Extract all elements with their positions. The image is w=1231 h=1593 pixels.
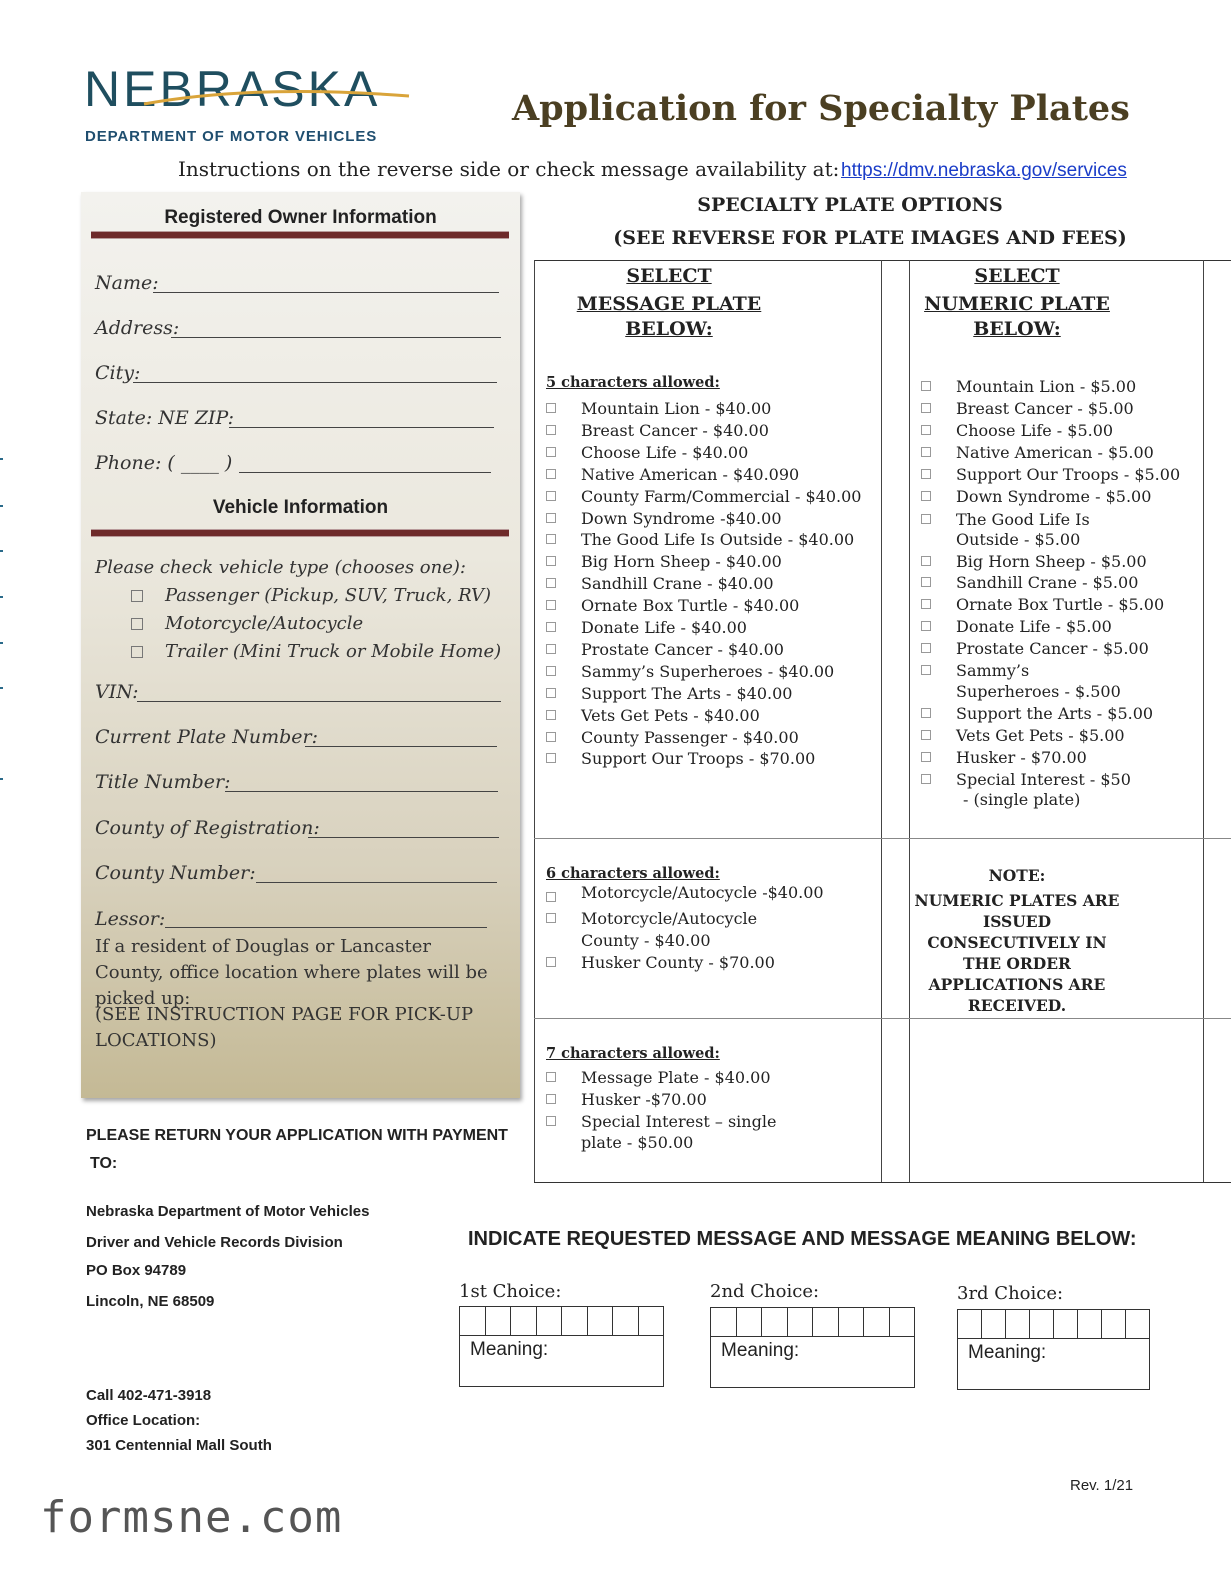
option-label: Husker County - $70.00 [581,953,775,972]
checkbox[interactable] [546,710,556,720]
option-label: Donate Life - $5.00 [956,617,1112,636]
checkbox[interactable] [546,403,556,413]
character-cells[interactable] [460,1307,663,1336]
option-label: Vets Get Pets - $40.00 [581,705,760,725]
checkbox[interactable] [546,556,556,566]
checkbox[interactable] [546,491,556,501]
option-label: Support Our Troops - $70.00 [581,749,816,769]
address-line: Nebraska Department of Motor Vehicles [86,1203,370,1220]
option-label: Breast Cancer - $40.00 [581,420,769,440]
col-heading-line: SELECT [974,265,1060,287]
indicate-heading: INDICATE REQUESTED MESSAGE AND MESSAGE MEANING BELOW: [468,1228,1137,1250]
checkbox[interactable] [921,469,931,479]
checkbox[interactable] [921,730,931,740]
note-line: APPLICATIONS ARE [928,975,1106,994]
county-registration-label: County of Registration: [95,817,320,839]
option-label: Ornate Box Turtle - $40.00 [581,596,800,616]
checkbox[interactable] [131,646,143,658]
vehicle-type-label: Trailer (Mini Truck or Mobile Home) [165,641,502,662]
table-border [909,260,910,1182]
option-label: - (single plate) [963,790,1081,809]
checkbox[interactable] [921,514,931,524]
name-label: Name: [95,272,159,294]
checkbox[interactable] [546,644,556,654]
table-divider [534,838,1231,839]
col-heading-line: BELOW: [625,318,713,340]
choice-1-box[interactable] [459,1306,664,1387]
checkbox[interactable] [921,752,931,762]
checkbox[interactable] [921,556,931,566]
name-field[interactable] [153,292,499,293]
checkbox[interactable] [546,1116,556,1126]
vehicle-type-trailer[interactable] [131,641,501,662]
meaning-label: Meaning: [968,1342,1047,1363]
vehicle-type-motorcycle[interactable] [131,613,363,634]
services-link[interactable]: https://dmv.nebraska.gov/services [841,160,1127,181]
option-label: Big Horn Sheep - $40.00 [581,552,782,572]
option-label: Prostate Cancer - $40.00 [581,639,784,659]
checkbox[interactable] [131,618,143,630]
vin-field[interactable] [137,701,501,702]
checkbox[interactable] [546,622,556,632]
logo-department: DEPARTMENT OF MOTOR VEHICLES [85,128,378,145]
option-label: Down Syndrome -$40.00 [581,508,782,528]
option-label: Choose Life - $40.00 [581,442,749,462]
note-line: CONSECUTIVELY IN [927,933,1107,952]
edge-mark [0,505,3,507]
vehicle-type-passenger[interactable] [131,585,491,606]
checkbox[interactable] [546,600,556,610]
choice-2-box[interactable] [710,1307,915,1388]
checkbox[interactable] [131,590,143,602]
pickup-note: (SEE INSTRUCTION PAGE FOR PICK-UP LOCATIONS) [95,1004,474,1051]
address-line: PO Box 94789 [86,1262,187,1279]
vehicle-type-label: Passenger (Pickup, SUV, Truck, RV) [165,585,492,606]
options-subheading: (SEE REVERSE FOR PLATE IMAGES AND FEES) [613,227,1127,249]
meaning-label: Meaning: [721,1340,800,1361]
option-label: Down Syndrome - $5.00 [956,487,1152,506]
col-heading-line: BELOW: [973,318,1061,340]
owner-heading: Registered Owner Information [164,207,437,228]
lessor-label: Lessor: [95,908,166,930]
address-line: Driver and Vehicle Records Division [86,1234,343,1251]
note-line: NUMERIC PLATES ARE [914,891,1120,910]
note-line: ISSUED [982,912,1052,931]
option-label: The Good Life Is [956,510,1090,529]
address-field[interactable] [171,337,501,338]
checkbox[interactable] [921,621,931,631]
vin-label: VIN: [95,681,139,703]
checkbox[interactable] [921,774,931,784]
message-col-heading [540,262,798,343]
edge-mark [0,778,3,780]
option-label: Choose Life - $5.00 [956,421,1114,440]
divider [91,529,509,537]
table-border [881,260,882,1182]
address-label: Address: [95,317,180,339]
option-label: Special Interest - $50 [956,770,1131,789]
current-plate-label: Current Plate Number: [95,726,318,748]
checkbox[interactable] [921,665,931,675]
choice-3-label: 3rd Choice: [957,1283,1064,1304]
choice-3-box[interactable] [957,1309,1150,1390]
owner-vehicle-panel [81,192,520,1098]
checkbox[interactable] [921,403,931,413]
office-address: 301 Centennial Mall South [86,1437,272,1454]
checkbox[interactable] [921,447,931,457]
note-line: RECEIVED. [967,996,1067,1015]
option-label: Breast Cancer - $5.00 [956,399,1134,418]
city-field[interactable] [133,382,497,383]
option-label: Ornate Box Turtle - $5.00 [956,595,1165,614]
county-number-label: County Number: [95,862,256,884]
page-title: Application for Specialty Plates [512,88,1130,129]
character-cells[interactable] [958,1310,1149,1339]
checkbox[interactable] [921,381,931,391]
state-zip-label: State: NE ZIP: [95,407,235,429]
instructions-text: Instructions on the reverse side or check message availability at: [178,157,840,181]
option-label: Outside - $5.00 [956,530,1081,549]
option-label: Sammy’s [956,661,1030,680]
checkbox[interactable] [921,643,931,653]
note-title: NOTE: [988,866,1046,885]
phone-number: Call 402-471-3918 [86,1387,212,1404]
choice-2-label: 2nd Choice: [710,1281,820,1302]
edge-mark [0,458,3,460]
table-border [534,260,535,1182]
edge-mark [0,687,3,689]
table-border [1203,260,1204,1182]
checkbox[interactable] [546,469,556,479]
option-label: Superheroes - $.500 [956,682,1121,701]
county-number-field[interactable] [256,882,497,883]
checkbox[interactable] [546,1072,556,1082]
seven-char-heading: 7 characters allowed: [546,1045,720,1062]
option-label: Husker -$70.00 [581,1090,707,1109]
watermark: formsne.com [40,1492,343,1543]
checkbox[interactable] [546,447,556,457]
title-number-label: Title Number: [95,771,231,793]
checkbox[interactable] [546,666,556,676]
col-heading-line: SELECT [626,265,712,287]
phone-field[interactable] [239,472,491,473]
option-label: Special Interest – single [581,1112,777,1131]
option-label: Message Plate - $40.00 [581,1068,771,1087]
title-number-field[interactable] [225,791,498,792]
option-label: plate - $50.00 [581,1133,694,1152]
checkbox[interactable] [546,732,556,742]
return-instructions: PLEASE RETURN YOUR APPLICATION WITH PAYMENT [86,1127,508,1144]
vehicle-type-label: Motorcycle/Autocycle [165,613,364,634]
option-label: Motorcycle/Autocycle -$40.00 [581,883,824,902]
option-label: Native American - $5.00 [956,443,1154,462]
logo-swoosh-icon [84,82,414,112]
option-label: Sammy’s Superheroes - $40.00 [581,661,835,681]
zip-field[interactable] [229,427,494,428]
option-label: Big Horn Sheep - $5.00 [956,552,1147,571]
checkbox[interactable] [921,599,931,609]
option-label: Motorcycle/Autocycle [581,909,758,928]
meaning-label: Meaning: [470,1339,549,1360]
logo-wordmark: NEBRASKA [84,61,381,117]
options-heading: SPECIALTY PLATE OPTIONS [697,194,1003,216]
six-char-heading: 6 characters allowed: [546,865,720,882]
checkbox[interactable] [921,577,931,587]
lessor-field[interactable] [165,927,487,928]
county-registration-field[interactable] [308,837,499,838]
five-char-heading: 5 characters allowed: [546,374,720,391]
option-label: Mountain Lion - $5.00 [956,377,1137,396]
option-label: Support Our Troops - $5.00 [956,465,1181,484]
edge-mark [0,596,3,598]
city-label: City: [95,362,141,384]
option-label: County - $40.00 [581,931,711,950]
checkbox[interactable] [546,513,556,523]
option-label: Support The Arts - $40.00 [581,683,793,703]
current-plate-field[interactable] [305,746,497,747]
checkbox[interactable] [546,534,556,544]
numeric-col-heading [890,262,1144,343]
numeric-note [912,865,1122,1016]
col-heading-line: MESSAGE PLATE [576,293,762,315]
col-heading-line: NUMERIC PLATE [924,293,1110,315]
checkbox[interactable] [546,753,556,763]
table-divider [534,1018,1231,1019]
table-border [534,1182,1231,1183]
option-label: Donate Life - $40.00 [581,618,747,637]
checkbox[interactable] [546,892,556,902]
option-label: Vets Get Pets - $5.00 [956,726,1125,745]
option-label: County Farm/Commercial - $40.00 [581,486,862,506]
vehicle-heading: Vehicle Information [212,497,389,518]
character-cells[interactable] [711,1308,914,1337]
phone-label: Phone: ( ____ ) [95,452,233,474]
resident-note: If a resident of Douglas or Lancaster County, office location where plates will be picked up: [95,936,488,1009]
divider [91,231,509,239]
option-label: County Passenger - $40.00 [581,727,799,747]
option-label: Mountain Lion - $40.00 [581,399,772,418]
checkbox[interactable] [546,688,556,698]
checkbox[interactable] [546,1094,556,1104]
option-label: Husker - $70.00 [956,748,1087,767]
checkbox[interactable] [546,578,556,588]
checkbox[interactable] [921,708,931,718]
revision-label: Rev. 1/21 [1070,1477,1134,1494]
checkbox[interactable] [546,425,556,435]
option-label: Prostate Cancer - $5.00 [956,639,1149,658]
option-label: Sandhill Crane - $40.00 [581,574,774,594]
option-label: Sandhill Crane - $5.00 [956,573,1139,592]
checkbox[interactable] [546,957,556,967]
checkbox[interactable] [921,425,931,435]
vehicle-type-prompt: Please check vehicle type (chooses one): [95,557,466,578]
return-instructions-to: TO: [90,1155,118,1172]
edge-mark [0,550,3,552]
option-label: The Good Life Is Outside - $40.00 [581,530,855,550]
checkbox[interactable] [921,491,931,501]
checkbox[interactable] [546,913,556,923]
office-label: Office Location: [86,1412,201,1429]
table-border [534,260,1231,261]
choice-1-label: 1st Choice: [459,1281,562,1302]
edge-mark [0,642,3,644]
option-label: Support the Arts - $5.00 [956,704,1154,723]
address-line: Lincoln, NE 68509 [86,1293,215,1310]
note-line: THE ORDER [963,954,1071,973]
option-label: Native American - $40.090 [581,464,800,484]
